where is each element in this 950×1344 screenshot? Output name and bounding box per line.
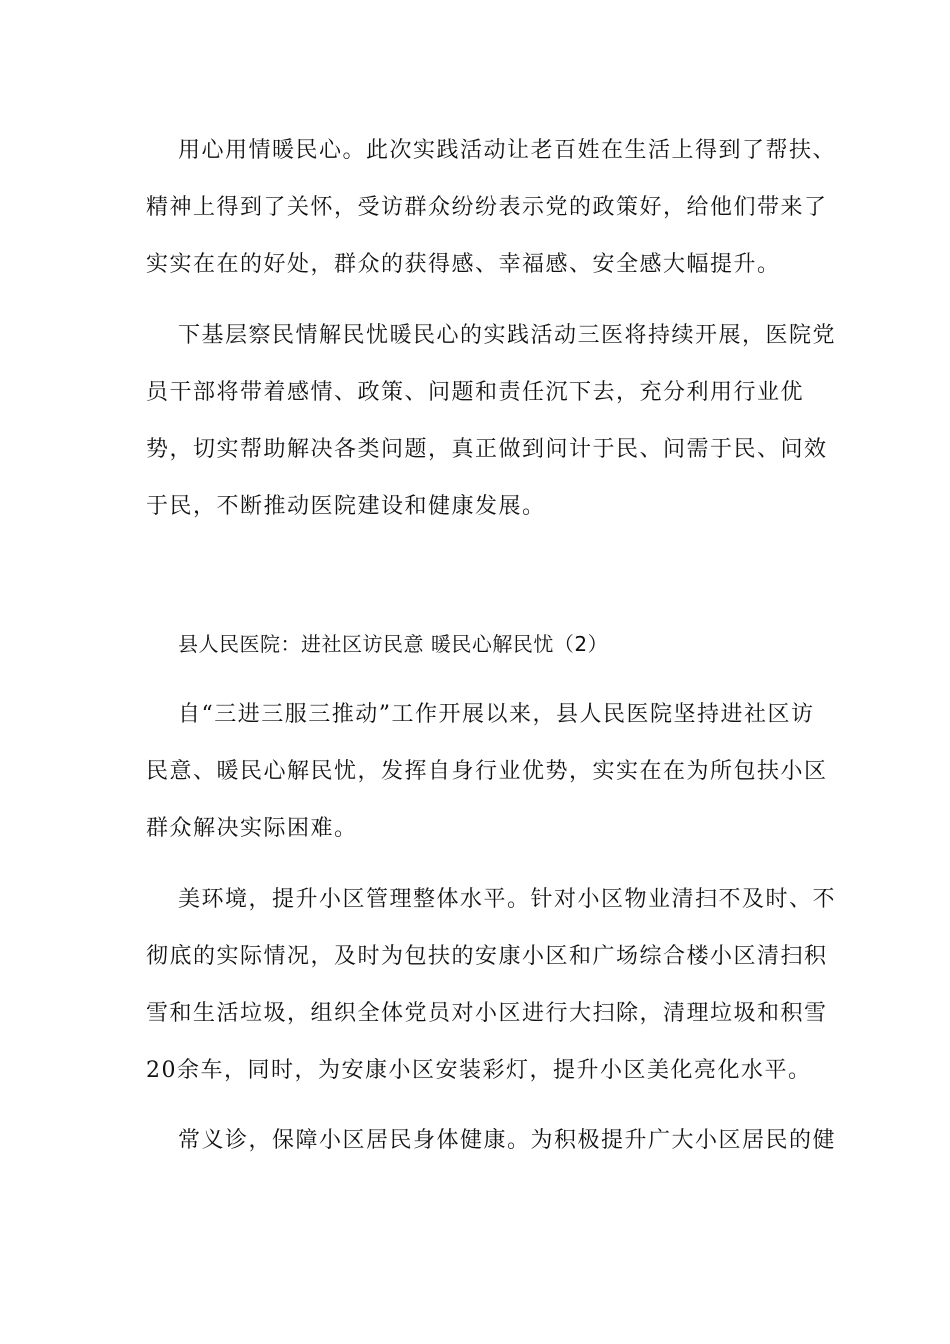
text-line: 实实在在的好处，群众的获得感、幸福感、安全感大幅提升。 — [146, 252, 781, 277]
paragraph — [146, 307, 837, 535]
text-line: 彻底的实际情况，及时为包扶的安康小区和广场综合楼小区清扫积 — [146, 944, 828, 969]
paragraph — [146, 686, 828, 857]
text-line: 于民，不断推动医院建设和健康发展。 — [146, 494, 546, 519]
text-line: 雪和生活垃圾，组织全体党员对小区进行大扫除，清理垃圾和积雪 — [146, 1001, 828, 1026]
text-line: 用心用情暖民心。此次实践活动让老百姓在生活上得到了帮扶、 — [178, 138, 837, 163]
text-line: 民意、暖民心解民忧，发挥自身行业优势，实实在在为所包扶小区 — [146, 759, 828, 784]
heading-text: 县人民医院：进社区访民意 暖民心解民忧（2） — [178, 632, 609, 656]
paragraph — [146, 871, 837, 1099]
text-line: 势，切实帮助解决各类问题，真正做到问计于民、问需于民、问效 — [146, 437, 828, 462]
text-line: 员干部将带着感情、政策、问题和责任沉下去，充分利用行业优 — [146, 380, 805, 405]
paragraph — [146, 122, 837, 293]
text-line: 常义诊，保障小区居民身体健康。为积极提升广大小区居民的健 — [178, 1128, 837, 1153]
text-line: 自“三进三服三推动”工作开展以来，县人民医院坚持进社区访 — [178, 702, 815, 727]
paragraph — [146, 1112, 837, 1169]
text-line: 精神上得到了关怀，受访群众纷纷表示党的政策好，给他们带来了 — [146, 195, 828, 220]
text-line: 美环境，提升小区管理整体水平。针对小区物业清扫不及时、不 — [178, 887, 837, 912]
text-line: 下基层察民情解民忧暖民心的实践活动三医将持续开展，医院党 — [178, 323, 837, 348]
text-line: 20余车，同时，为安康小区安装彩灯，提升小区美化亮化水平。 — [146, 1058, 812, 1083]
text-line: 群众解决实际困难。 — [146, 816, 358, 841]
section-heading — [146, 616, 806, 673]
